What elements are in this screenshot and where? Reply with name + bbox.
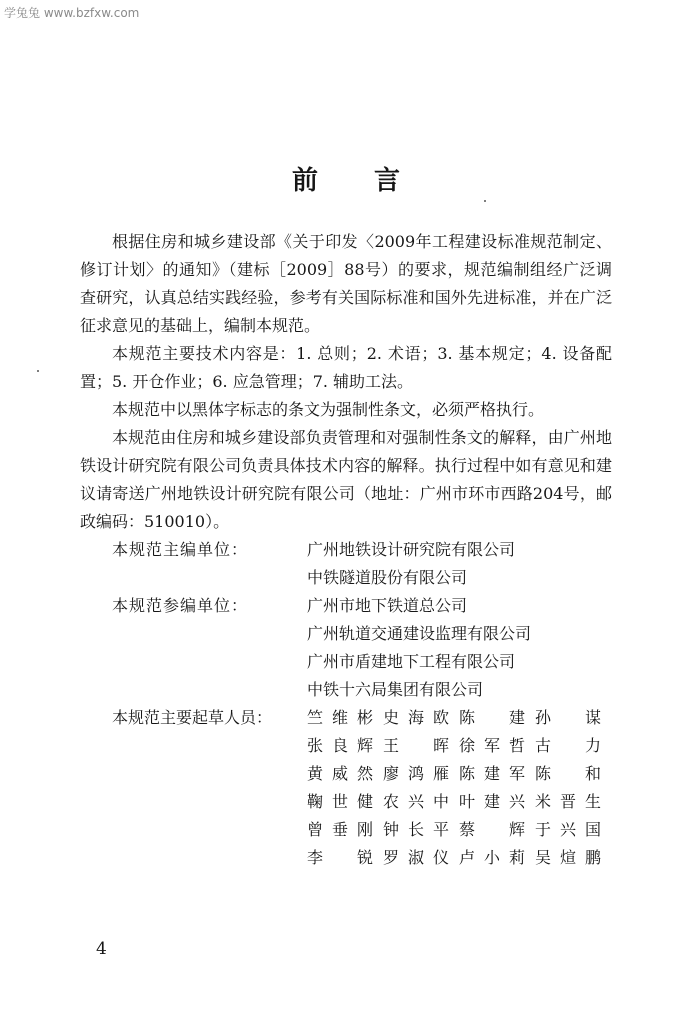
participating-unit: 广州轨道交通建设监理有限公司 bbox=[307, 624, 532, 643]
drafter-name: 陈和 bbox=[535, 764, 601, 783]
drafter-name: 吴煊鹏 bbox=[535, 848, 601, 867]
drafter-name: 徐军哲 bbox=[459, 736, 525, 755]
drafter-name: 鞠世健 bbox=[307, 792, 373, 811]
drafter-name: 于兴国 bbox=[535, 820, 601, 839]
drafter-name: 农兴中 bbox=[383, 792, 449, 811]
drafter-name: 曾垂刚 bbox=[307, 820, 373, 839]
drafters-list bbox=[307, 704, 611, 872]
participating-unit-row bbox=[80, 648, 612, 676]
participating-unit-row bbox=[80, 620, 612, 648]
drafter-name: 竺维彬 bbox=[307, 708, 373, 727]
drafter-name: 罗淑仪 bbox=[383, 848, 449, 867]
drafter-name: 史海欧 bbox=[383, 708, 449, 727]
drafters-label: 本规范主要起草人员： bbox=[112, 708, 273, 727]
drafter-name: 孙谋 bbox=[535, 708, 601, 727]
chief-unit-row bbox=[80, 536, 612, 564]
scan-speck bbox=[484, 200, 486, 202]
drafter-name: 廖鸿雁 bbox=[383, 764, 449, 783]
drafter-name: 张良辉 bbox=[307, 736, 373, 755]
drafters-row bbox=[80, 704, 612, 872]
chief-units-label: 本规范主编单位： bbox=[112, 540, 249, 559]
paragraph-basis: 根据住房和城乡建设部《关于印发〈2009年工程建设标准规范制定、修订计划〉的通知》（建标［2009］88号）的要求，规范编制组经广泛调查研究，认真总结实践经验，参考有关国际标准和国外先进标准，并在广泛征求意见的基础上，编制本规范。 bbox=[80, 232, 612, 335]
units-section bbox=[80, 536, 612, 872]
drafter-name: 钟长平 bbox=[383, 820, 449, 839]
drafter-name: 蔡辉 bbox=[459, 820, 525, 839]
page-title-char-2: 言 bbox=[374, 166, 403, 196]
drafter-name: 李锐 bbox=[307, 848, 373, 867]
paragraph-management: 本规范由住房和城乡建设部负责管理和对强制性条文的解释，由广州地铁设计研究院有限公司负责具体技术内容的解释。执行过程中如有意见和建议请寄送广州地铁设计研究院有限公司（地址：广州市环市西路204号，邮政编码：510010）。 bbox=[80, 428, 612, 531]
drafter-name: 陈建 bbox=[459, 708, 525, 727]
chief-unit: 广州地铁设计研究院有限公司 bbox=[307, 540, 516, 559]
scan-speck bbox=[37, 370, 39, 372]
chief-unit: 中铁隧道股份有限公司 bbox=[307, 568, 468, 587]
participating-unit-row bbox=[80, 592, 612, 620]
drafter-name: 王晖 bbox=[383, 736, 449, 755]
drafter-name: 叶建兴 bbox=[459, 792, 525, 811]
participating-unit: 中铁十六局集团有限公司 bbox=[307, 680, 484, 699]
page-number: 4 bbox=[96, 939, 107, 959]
paragraph-main-contents: 本规范主要技术内容是：1. 总则；2. 术语；3. 基本规定；4. 设备配置；5. 开仓作业；6. 应急管理；7. 辅助工法。 bbox=[80, 344, 612, 391]
page-title-char-1: 前 bbox=[291, 166, 320, 196]
participating-unit: 广州市地下铁道总公司 bbox=[307, 596, 468, 615]
foreword-body bbox=[80, 228, 612, 872]
chief-unit-row bbox=[80, 564, 612, 592]
drafter-name: 卢小莉 bbox=[459, 848, 525, 867]
paragraph-mandatory-clauses: 本规范中以黑体字标志的条文为强制性条文，必须严格执行。 bbox=[112, 400, 545, 419]
drafter-name: 陈建军 bbox=[459, 764, 525, 783]
participating-unit: 广州市盾建地下工程有限公司 bbox=[307, 652, 516, 671]
participating-unit-row bbox=[80, 676, 612, 704]
page-title bbox=[0, 160, 694, 197]
drafter-name: 古力 bbox=[535, 736, 601, 755]
drafter-name: 黄威然 bbox=[307, 764, 373, 783]
participating-units-label: 本规范参编单位： bbox=[112, 596, 249, 615]
watermark-text: 学兔兔 www.bzfxw.com bbox=[4, 6, 140, 20]
drafter-name: 米晋生 bbox=[535, 792, 601, 811]
